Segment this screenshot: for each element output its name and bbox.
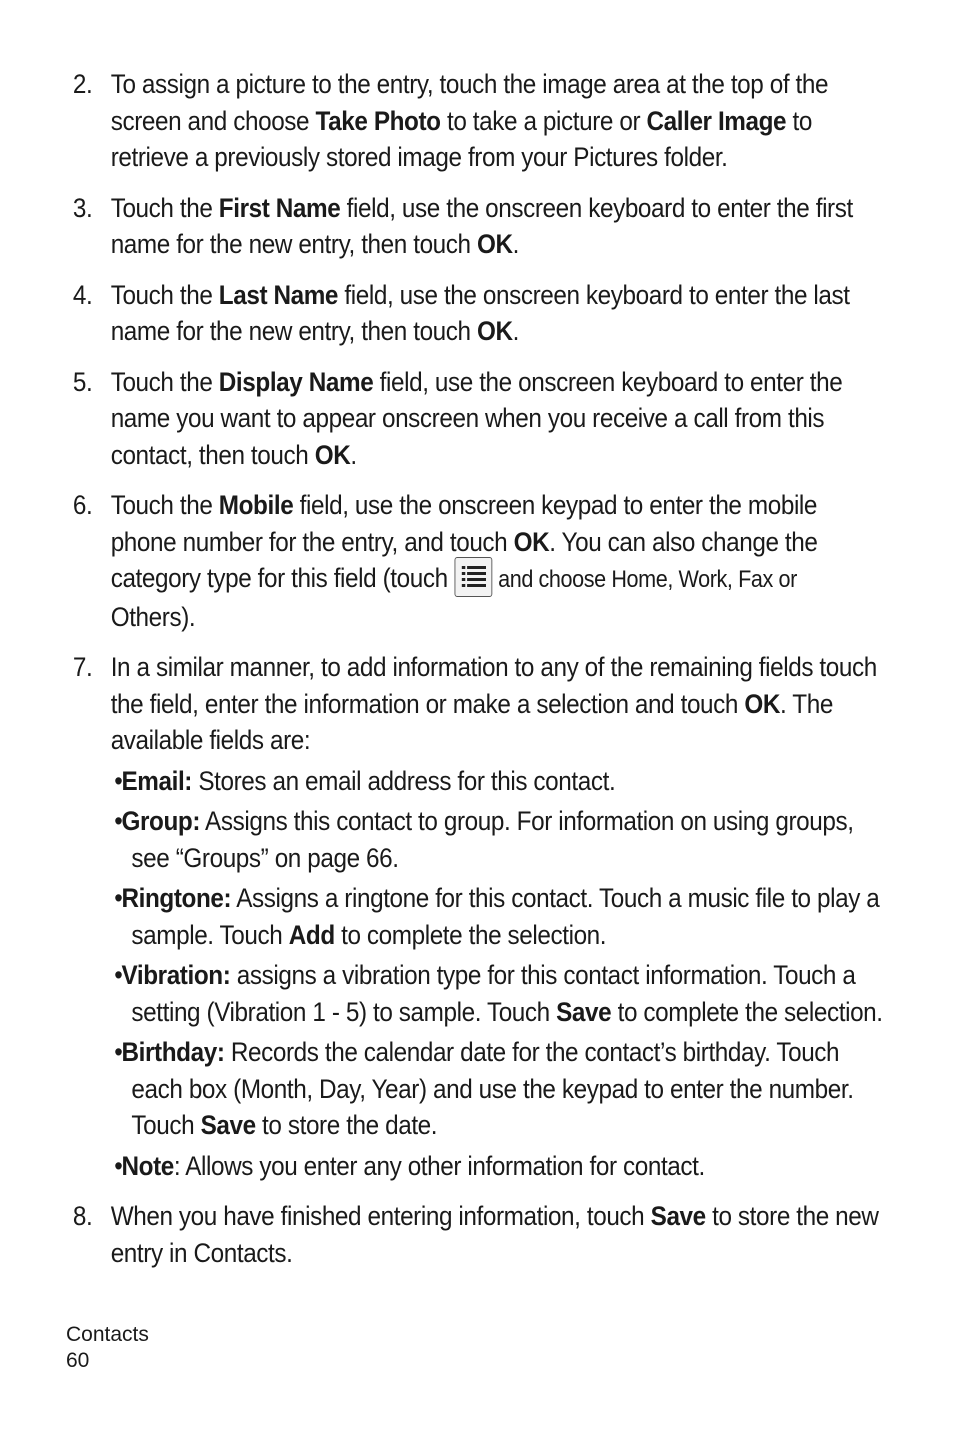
save-label: Save (556, 996, 612, 1027)
mobile-label: Mobile (218, 490, 294, 520)
save-label: Save (650, 1201, 706, 1231)
step-8 (0, 1198, 939, 1271)
field-group (0, 803, 941, 876)
field-vibration (0, 957, 941, 1030)
field-description: Assigns a ringtone for this contact. Touch a music file to play a sample. Touch (131, 883, 880, 950)
field-description: Stores an email address for this contact. (191, 765, 616, 796)
field-description: Records the calendar date for the contact’s birthday. Touch each box (Month, Day, Year) and use the keypad to enter the number. Touch (131, 1037, 854, 1140)
ok-label: OK (513, 526, 550, 557)
step-number: 5. (72, 366, 93, 397)
field-description: to store the date. (255, 1110, 438, 1140)
ok-label: OK (744, 688, 781, 719)
bullet-dot: • (114, 806, 123, 836)
step-text: field, use the onscreen keyboard to enter the last name for the new entry, then touch (110, 279, 850, 346)
step-text: . The available fields are: (110, 688, 833, 755)
step-3 (0, 190, 939, 263)
step-text: Touch the (110, 490, 219, 520)
step-text: . (512, 229, 520, 259)
step-number: 8. (72, 1201, 93, 1231)
last-name-label: Last Name (218, 279, 339, 310)
step-text: When you have finished entering information, touch (110, 1201, 651, 1231)
field-label: Birthday: (121, 1037, 225, 1067)
menu-list-icon (455, 557, 493, 597)
display-name-label: Display Name (218, 366, 374, 397)
bullet-dot: • (114, 960, 123, 990)
step-7 (0, 649, 939, 759)
field-label: Group: (121, 806, 201, 836)
step-text: to take a picture or (440, 105, 647, 136)
step-text: and choose Home, Work, Fax or (498, 566, 797, 593)
step-text: . (350, 439, 357, 470)
step-text: . You can also change the category type for this field (touch (110, 526, 818, 593)
step-number: 4. (72, 279, 93, 310)
step-text: Touch the (110, 192, 219, 223)
bullet-dot: • (114, 1037, 123, 1067)
field-label: Note (121, 1150, 174, 1181)
field-email (0, 763, 941, 800)
step-text: field, use the onscreen keyboard to enter the first name for the new entry, then touch (110, 192, 853, 259)
field-description: assigns a vibration type for this contact information. Touch a setting (Vibration 1 - 5) to sample. Touch (131, 960, 856, 1027)
field-list (0, 763, 954, 1185)
field-birthday (0, 1034, 941, 1144)
field-label: Ringtone: (121, 883, 232, 913)
step-number: 7. (72, 652, 93, 682)
first-name-label: First Name (218, 192, 341, 223)
ok-label: OK (314, 439, 351, 470)
bullet-dot: • (114, 1150, 123, 1181)
page-number: 60 (66, 1349, 90, 1372)
field-description: : Allows you enter any other information for contact. (173, 1150, 705, 1181)
step-text: Touch the (110, 279, 219, 310)
field-description: to complete the selection. (334, 919, 607, 950)
step-text: To assign a picture to the entry, touch the image area at the top of the screen and choose (110, 69, 829, 136)
ok-label: OK (477, 229, 513, 259)
field-description: to complete the selection. (611, 996, 883, 1027)
step-text: to store the new entry in Contacts. (110, 1201, 879, 1268)
step-4 (0, 277, 939, 350)
field-description: Assigns this contact to group. For information on using groups, see “Groups” on page 66. (131, 806, 854, 873)
ok-label: OK (477, 316, 513, 346)
step-number: 6. (72, 490, 93, 520)
bullet-dot: • (114, 883, 123, 913)
field-note (0, 1148, 941, 1185)
step-number: 3. (72, 192, 93, 223)
bullet-dot: • (114, 765, 123, 796)
field-label: Vibration: (121, 960, 231, 990)
step-text: . (512, 316, 520, 346)
step-6 (0, 487, 939, 635)
step-5 (0, 364, 939, 474)
step-text: Touch the (110, 366, 219, 397)
instruction-steps (0, 66, 954, 1271)
step-text: Others). (110, 601, 196, 632)
field-ringtone (0, 880, 941, 953)
field-label: Email: (121, 765, 192, 796)
step-text: field, use the onscreen keyboard to enter the name you want to appear onscreen when you receive a call from this contact, then touch (110, 366, 843, 470)
add-label: Add (288, 919, 335, 950)
step-number: 2. (72, 69, 93, 99)
step-text: In a similar manner, to add information to any of the remaining fields touch the field, enter the information or make a selection and touch (110, 652, 877, 719)
step-2 (0, 66, 939, 176)
section-name: Contacts (66, 1323, 149, 1346)
step-text: field, use the onscreen keypad to enter the mobile phone number for the entry, and touch (110, 490, 818, 557)
caller-image-label: Caller Image (646, 105, 787, 136)
page-footer (66, 1322, 149, 1374)
take-photo-label: Take Photo (315, 105, 441, 136)
save-label: Save (200, 1110, 256, 1140)
step-text: to retrieve a previously stored image from your Pictures folder. (110, 105, 812, 172)
